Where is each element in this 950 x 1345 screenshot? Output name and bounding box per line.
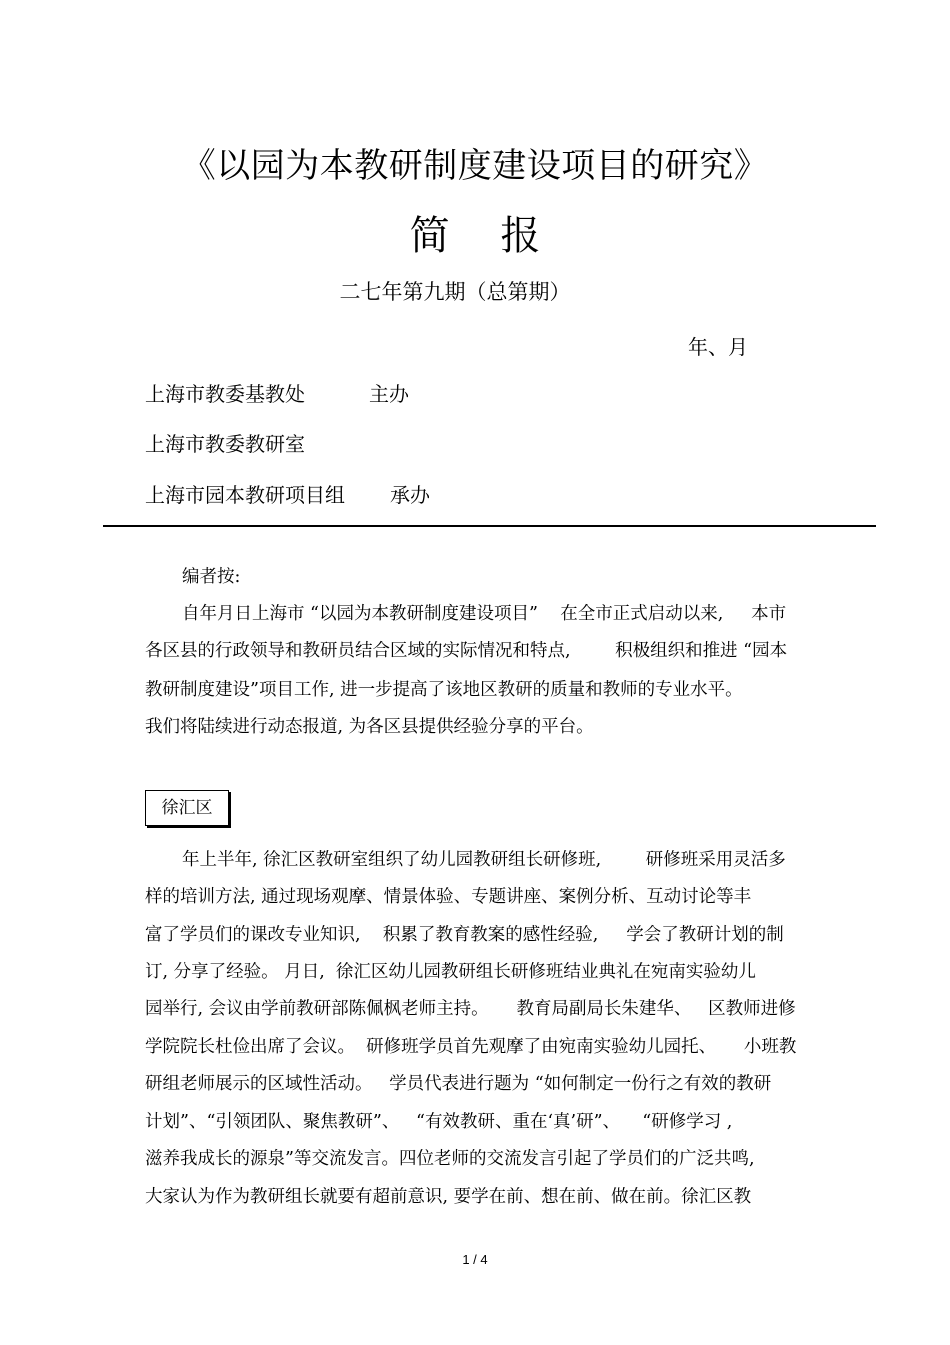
section-paragraph-line: 滋养我成长的源泉”等交流发言。四位老师的交流发言引起了学员们的广泛共鸣, (145, 1149, 755, 1169)
section-paragraph-line: 富了学员们的课改专业知识, 积累了教育教案的感性经验, 学会了教研计划的制 (145, 925, 784, 945)
section-paragraph-line: 学院院长杜俭出席了会议。 研修班学员首先观摩了由宛南实验幼儿园托、 小班教 (145, 1037, 797, 1057)
document-subtitle: 简 报 (409, 213, 541, 259)
issue-number: 二七年第九期（总第期） (339, 280, 571, 304)
editor-note-line: 教研制度建设”项目工作, 进一步提高了该地区教研的质量和教师的专业水平。 (145, 680, 743, 700)
section-paragraph-line: 园举行, 会议由学前教研部陈佩枫老师主持。 教育局副局长朱建华、 区教师进修 (145, 999, 796, 1019)
page-number: 1 / 4 (462, 1252, 488, 1267)
section-heading: 徐汇区 (145, 790, 229, 826)
editor-note-line: 我们将陆续进行动态报道, 为各区县提供经验分享的平台。 (145, 717, 594, 737)
editor-note-line: 各区县的行政领导和教研员结合区域的实际情况和特点, 积极组织和推进 “园本 (145, 641, 788, 661)
organizer-role: 主办 (369, 382, 409, 406)
editor-note-line: 自年月日上海市 “以园为本教研制度建设项目” 在全市正式启动以来, 本市 (182, 604, 787, 624)
section-paragraph-line: 计划”、“引领团队、聚焦教研”、 “有效教研、重在‘真’研”、 “研修学习 , (145, 1112, 733, 1132)
section-paragraph-line: 研组老师展示的区域性活动。 学员代表进行题为 “如何制定一份行之有效的教研 (145, 1074, 772, 1094)
editor-note-label: 编者按: (182, 567, 241, 587)
document-title: 《以园为本教研制度建设项目的研究》 (181, 146, 769, 186)
organizer-name: 上海市园本教研项目组 (145, 483, 345, 507)
section-paragraph-line: 订, 分享了经验。 月日, 徐汇区幼儿园教研组长研修班结业典礼在宛南实验幼儿 (145, 962, 756, 982)
organizer-name: 上海市教委基教处 (145, 382, 305, 406)
section-paragraph-line: 样的培训方法, 通过现场观摩、情景体验、专题讲座、案例分析、互动讨论等丰 (145, 887, 752, 907)
header-divider (103, 525, 876, 527)
organizer-role: 承办 (390, 483, 430, 507)
organizer-name: 上海市教委教研室 (145, 432, 305, 456)
section-paragraph-line: 大家认为作为教研组长就要有超前意识, 要学在前、想在前、做在前。徐汇区教 (145, 1187, 752, 1207)
issue-date: 年、月 (688, 335, 748, 359)
section-paragraph-line: 年上半年, 徐汇区教研室组织了幼儿园教研组长研修班, 研修班采用灵活多 (182, 850, 786, 870)
